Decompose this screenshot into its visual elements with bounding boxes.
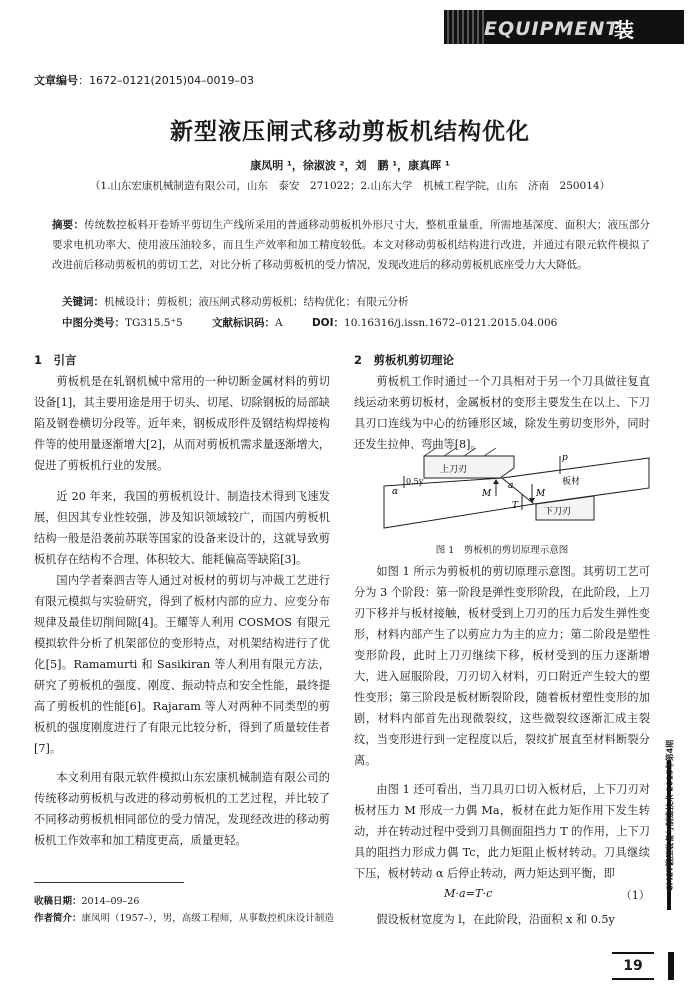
section2-last-line: 假设板材宽度为 l，在此阶段，沿面积 x 和 0.5y (376, 913, 615, 926)
clc (62, 317, 183, 329)
section2-intro (354, 371, 650, 455)
paper-title: 新型液压闸式移动剪板机结构优化 (170, 119, 530, 145)
article-number (34, 72, 254, 88)
page-number (612, 952, 654, 980)
section1-para-4: 本文利用有限元软件模拟山东宏康机械制造有限公司的传统移动剪板机与改进的移动剪板机的工艺过程，并比较了不同移动剪板机相同部位的受力情况，发现经改进的移动剪板机工作效率和加工精度更高，质量更轻。 (34, 771, 330, 847)
clc-value: TG315.5⁺5 (125, 317, 183, 329)
keywords (62, 294, 409, 309)
clc-label: 中图分类号： (62, 317, 125, 329)
label-plate: 板材 (562, 477, 581, 487)
label-upper-blade: 上刀刃 (440, 465, 468, 475)
section1-para-2: 近 20 年来，我国的剪板机设计、制造技术得到飞速发展，但因其专业性较强，涉及知识领域较广，而国内剪板机结构一般是沿袭前苏联等国家的设备来设计的，这就导致剪板机存在结构不合理、体积较大、能耗偏高等缺陷[3]。 (34, 490, 330, 566)
hatch-4 (484, 448, 496, 456)
abstract-text: 传统数控板料开卷矫平剪切生产线所采用的普通移动剪板机外形尺寸大，整机重量重，所需地基深度、面积大；液压部分要求电机功率大、使用液压油较多，而且生产效率和加工精度较低。本文对移动剪板机结构进行改进，并通过有限元软件模拟了改进前后移动剪板机的剪切工艺，对比分析了移动剪板机的受力情况，发现改进后的移动剪板机底座受力大大降低。 (52, 219, 650, 271)
author-bio-text: 康凤明（1957–），男，高级工程师，从事数控机床设计制造 (81, 913, 334, 924)
page-number-block (668, 952, 674, 980)
sidebar-text: CMET锻压装备与制造技术 2015年第4期 (665, 739, 675, 892)
article-number-label: 文章编号 (34, 74, 78, 87)
section2-para-1: 剪板机工作时通过一个刀具相对于另一个刀具做往复直线运动来剪切板材，金属板材的变形主要发生在以上、下刀具刃口连线为中心的纺锤形区域，除发生剪切变形外，同时还发生拉伸、弯曲等[8]。 (354, 375, 650, 451)
section1-para-3: 国内学者秦泗吉等人通过对板材的剪切与冲裁工艺进行有限元模拟与实验研究，得到了板材内部的应力、应变分布规律及最佳切削间隙[4]。王耀等人利用 COSMOS 有限元模拟软件分析了机架部位的变形特点，对机架结构进行了优化[5]。Ramamurti 和 Sasikiran 等人利用有限元方法，研究了剪板机的强度、刚度、振动特点和安全性能，最终提高了剪板机的性能[6]。Rajaram 等人对两种不同类型的剪板机的强度刚度进行了有限元比较分析，得到了质量较佳者[7]。 (34, 574, 330, 755)
received-label: 收稿日期： (34, 896, 82, 907)
equation-number: （1） (620, 889, 650, 902)
label-a: a (508, 481, 514, 491)
doc-code (212, 317, 283, 329)
label-m-left: M (482, 489, 492, 499)
author-bio-label: 作者简介： (34, 913, 82, 924)
figure-caption: 图 1 剪板机的剪切原理示意图 (435, 545, 569, 556)
force-arrowhead-m-left (493, 479, 499, 484)
doi-value: 10.16316/j.issn.1672–0121.2015.04.006 (344, 317, 558, 329)
label-half-y: 0.5y (406, 477, 424, 486)
author-bio (34, 910, 334, 924)
label-t: T (512, 501, 519, 511)
hatch-1 (424, 448, 436, 456)
label-alpha: α (392, 487, 399, 497)
journal-sidebar (655, 720, 685, 920)
classification-line (62, 315, 583, 330)
affiliation: （1.山东宏康机械制造有限公司，山东 泰安 271022；2.山东大学 机械工程学院，山东 济南 250014） (89, 180, 611, 192)
section1-heading: 1 引言 (34, 353, 77, 367)
doc-code-value: A (275, 317, 283, 329)
section1-body (34, 371, 330, 851)
doc-code-label: 文献标识码： (212, 317, 276, 329)
shearing-principle-figure (384, 448, 654, 540)
section1-para-1: 剪板机是在轧钢机械中常用的一种切断金属材料的剪切设备[1]，其主要用途是用于切头、切尾、切除钢板的局部缺陷及钢卷横切分段等。近年来，钢板成形件及钢结构焊接构件等的使用量逐渐增大[2]，从而对剪板机需求量逐渐增大，促进了剪板机行业的发展。 (34, 375, 330, 472)
section2-para-3: 由图 1 还可看出，当刀具刃口切入板材后，上下刀刃对板材压力 M 形成一力偶 Ma，板材在此力矩作用下发生转动，并在转动过程中受到刀具侧面阻挡力 T 的作用，上下刀具的阻挡力形成力偶 Tc，此力矩阻止板材转动。刀具继续下压，板材转动 α 后停止转动，两力矩达到平衡，即 (354, 783, 650, 880)
section2-last-line-wrap (354, 909, 650, 930)
page-number-value: 19 (623, 958, 643, 974)
equation-text: M·a=T·c (444, 887, 493, 900)
equipment-banner (444, 10, 684, 71)
label-lower-blade: 下刀刃 (544, 507, 572, 517)
banner-stripes (444, 10, 484, 44)
hatch-3 (464, 448, 476, 456)
section2-body (354, 561, 650, 884)
banner-cn: 装 备 (614, 18, 642, 71)
section2-para-2: 如图 1 所示为剪板机的剪切原理示意图。其剪切工艺可分为 3 个阶段：第一阶段是弹性变形阶段，在此阶段，上刀刃下移并与板材接触，板材受到上刀刃的压力后发生弹性变形，材料内部产生了以剪应力为主的应力；第二阶段是塑性变形阶段，此时上刀刃继续下移，板材受到的压力逐渐增大，进入屈服阶段，刀刃切入材料，刃口附近产生较大的塑性变形；第三阶段是板材断裂阶段，随着板材塑性变形的加剧，材料内部首先出现微裂纹，这些微裂纹逐渐汇成主裂纹，当变形进行到一定程度以后，裂纹扩展直至材料断裂分离。 (354, 565, 650, 767)
doi-label: DOI： (311, 317, 345, 329)
upper-blade (424, 456, 514, 478)
banner-en: EQUIPMENT (484, 18, 620, 40)
section2-heading: 2 剪板机剪切理论 (354, 353, 455, 367)
hatch-2 (444, 448, 456, 456)
keywords-text: 机械设计；剪板机；液压闸式移动剪板机；结构优化；有限元分析 (104, 296, 409, 308)
authors: 康凤明 ¹，徐淑波 ²，刘 鹏 ¹，康真晖 ¹ (250, 159, 450, 172)
article-number-value: ：1672–0121(2015)04–0019–03 (78, 74, 255, 87)
label-p: p (562, 453, 568, 463)
keywords-label: 关键词： (62, 296, 104, 308)
doi (312, 317, 557, 329)
label-m-right: M (536, 489, 546, 499)
received-value: 2014–09–26 (81, 896, 140, 907)
footnote-rule (34, 882, 184, 883)
abstract-label: 摘要： (52, 219, 85, 231)
abstract (52, 215, 650, 275)
received-date (34, 893, 139, 907)
